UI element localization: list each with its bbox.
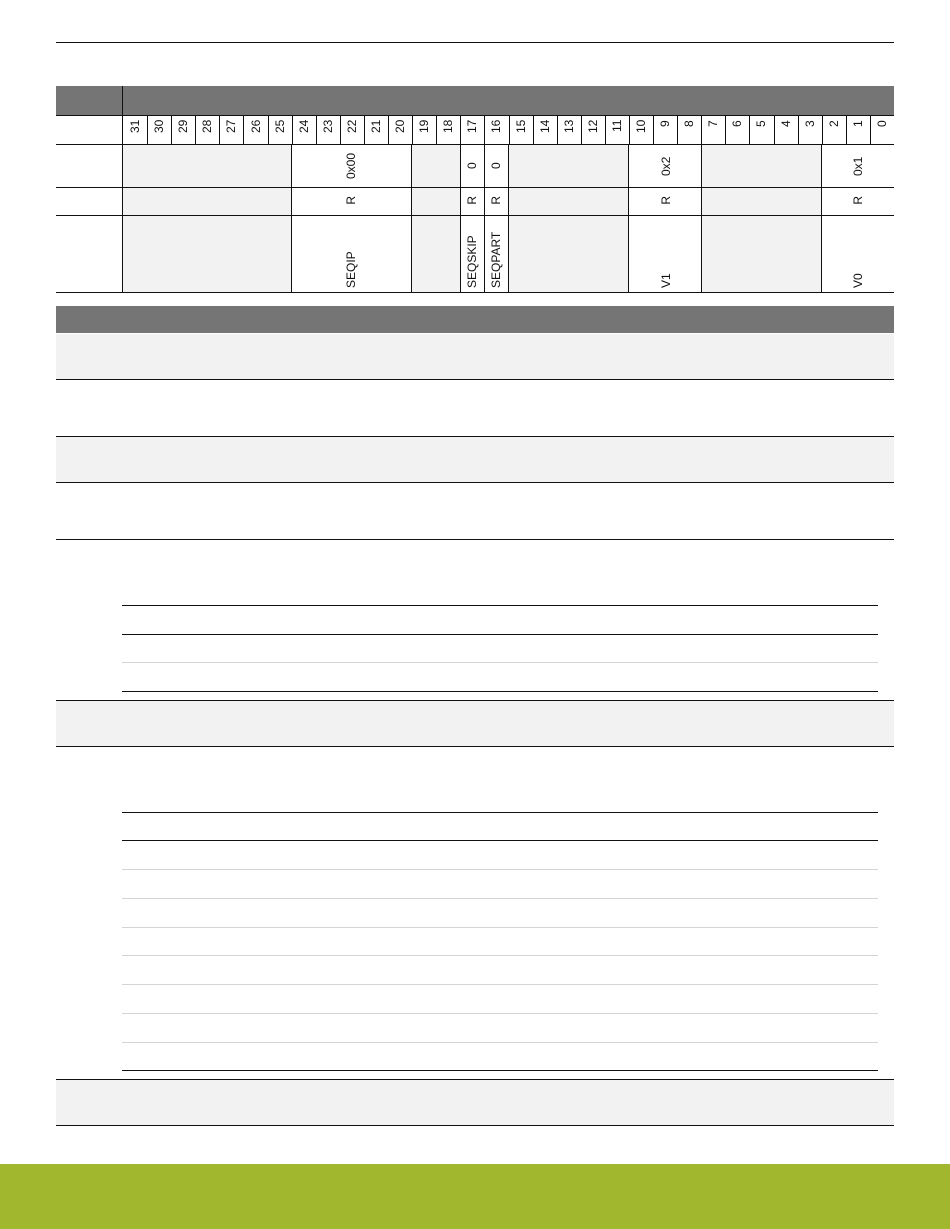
bit-number: 6 [730,120,745,127]
register-header-label-cell [56,86,122,115]
field-divider [291,144,292,293]
v0-reset-value: 0x1 [851,156,865,176]
bit-number: 26 [248,120,263,134]
bit-number: 13 [561,120,576,134]
bit-divider [629,116,630,144]
field-divider [628,144,629,293]
field-divider [460,144,461,293]
bit-number: 4 [778,120,793,127]
bit-divider [749,116,750,144]
nested-rule [122,605,878,606]
v0-field-name: V0 [851,273,865,288]
nested-rule-light [122,869,878,870]
bit-divider [388,116,389,144]
page-footer-band [0,1164,950,1229]
bit-number: 7 [706,120,721,127]
bit-divider [822,116,823,144]
bit-number: 16 [489,120,504,134]
field-divider [411,144,412,293]
field-divider [701,144,702,293]
seqpart-access: R [489,196,503,205]
nested-rule-light [122,1042,878,1043]
bit-number: 2 [826,120,841,127]
bit-divider [316,116,317,144]
bit-divider [268,116,269,144]
table-rule [56,379,894,380]
v1-reset-value: 0x2 [659,156,673,176]
reserved-cell [123,188,291,215]
bit-number: 20 [393,120,408,134]
bit-number: 28 [200,120,215,134]
bit-number: 23 [320,120,335,134]
bit-divider [725,116,726,144]
bit-number: 5 [754,120,769,127]
table-row-shaded [56,701,894,746]
bit-number: 18 [441,120,456,134]
bit-number: 12 [585,120,600,134]
bit-divider [846,116,847,144]
seqip-access: R [344,196,358,205]
reserved-cell [123,145,291,187]
seqskip-access: R [465,196,479,205]
register-header-band [123,86,894,115]
nested-rule [122,840,878,841]
bit-divider [581,116,582,144]
bit-number: 22 [344,120,359,134]
bit-divider [243,116,244,144]
nested-rule-light [122,927,878,928]
bit-divider [653,116,654,144]
bit-divider [533,116,534,144]
table-header-band [56,306,894,333]
bit-divider [509,116,510,144]
bit-divider [557,116,558,144]
table-rule [56,746,894,747]
bit-divider [219,116,220,144]
nested-rule-light [122,662,878,663]
bit-number: 9 [658,120,673,127]
bit-number: 1 [850,120,865,127]
bit-divider [171,116,172,144]
nested-rule [122,812,878,813]
bit-divider [195,116,196,144]
seqip-reset-value: 0x00 [344,152,358,180]
seqskip-reset-value: 0 [465,162,479,170]
v0-access: R [851,196,865,205]
bit-divider [412,116,413,144]
bit-number: 11 [609,120,624,133]
bit-number: 0 [874,120,889,127]
bit-divider [460,116,461,144]
bit-divider [774,116,775,144]
reserved-cell [702,145,821,187]
table-rule [56,539,894,540]
nested-rule-light [122,898,878,899]
seqip-field-name: SEQIP [344,251,358,288]
reserved-cell [412,145,461,187]
table-row-shaded [56,437,894,482]
reserved-cell [123,216,291,292]
seqpart-reset-value: 0 [489,162,503,170]
seqskip-field-name: SEQSKIP [465,235,479,288]
bit-number: 17 [465,120,480,134]
grid-rule [56,292,894,293]
nested-rule-light [122,984,878,985]
seqpart-field-name: SEQPART [489,231,503,288]
nested-rule [122,691,878,692]
bit-divider [292,116,293,144]
bit-number: 3 [802,120,817,127]
bit-number: 21 [368,120,383,134]
bit-divider [364,116,365,144]
bit-number: 30 [152,120,167,134]
reserved-cell [509,145,628,187]
bit-number: 10 [634,120,649,134]
nested-rule-light [122,955,878,956]
bit-number: 14 [537,120,552,134]
table-row-shaded [56,1080,894,1125]
grid-divider [122,86,123,293]
bit-number: 27 [224,120,239,134]
reserved-cell [702,188,821,215]
v1-field-name: V1 [659,273,673,288]
table-row-shaded [56,334,894,379]
bit-divider [870,116,871,144]
nested-rule [122,634,878,635]
grid-rule [56,144,894,145]
bit-number: 25 [272,120,287,134]
bit-divider [484,116,485,144]
bit-number: 19 [417,120,432,134]
bit-divider [340,116,341,144]
field-divider [484,144,485,293]
nested-rule-light [122,1013,878,1014]
bit-divider [701,116,702,144]
table-rule [56,482,894,483]
grid-rule [56,187,894,188]
nested-rule [122,1070,878,1071]
bit-number: 31 [128,120,143,134]
table-rule [56,1125,894,1126]
bit-divider [677,116,678,144]
reserved-cell [412,216,461,292]
bit-number: 24 [296,120,311,134]
bit-number: 15 [513,120,528,134]
top-rule [56,42,894,43]
v1-access: R [659,196,673,205]
bit-divider [798,116,799,144]
field-divider [821,144,822,293]
bit-number: 8 [682,120,697,127]
bit-divider [147,116,148,144]
reserved-cell [702,216,821,292]
reserved-cell [412,188,461,215]
reserved-cell [509,188,628,215]
bit-number: 29 [176,120,191,134]
grid-rule [56,115,894,116]
field-divider [508,144,509,293]
bit-divider [605,116,606,144]
grid-rule [56,215,894,216]
reserved-cell [509,216,628,292]
bit-divider [436,116,437,144]
